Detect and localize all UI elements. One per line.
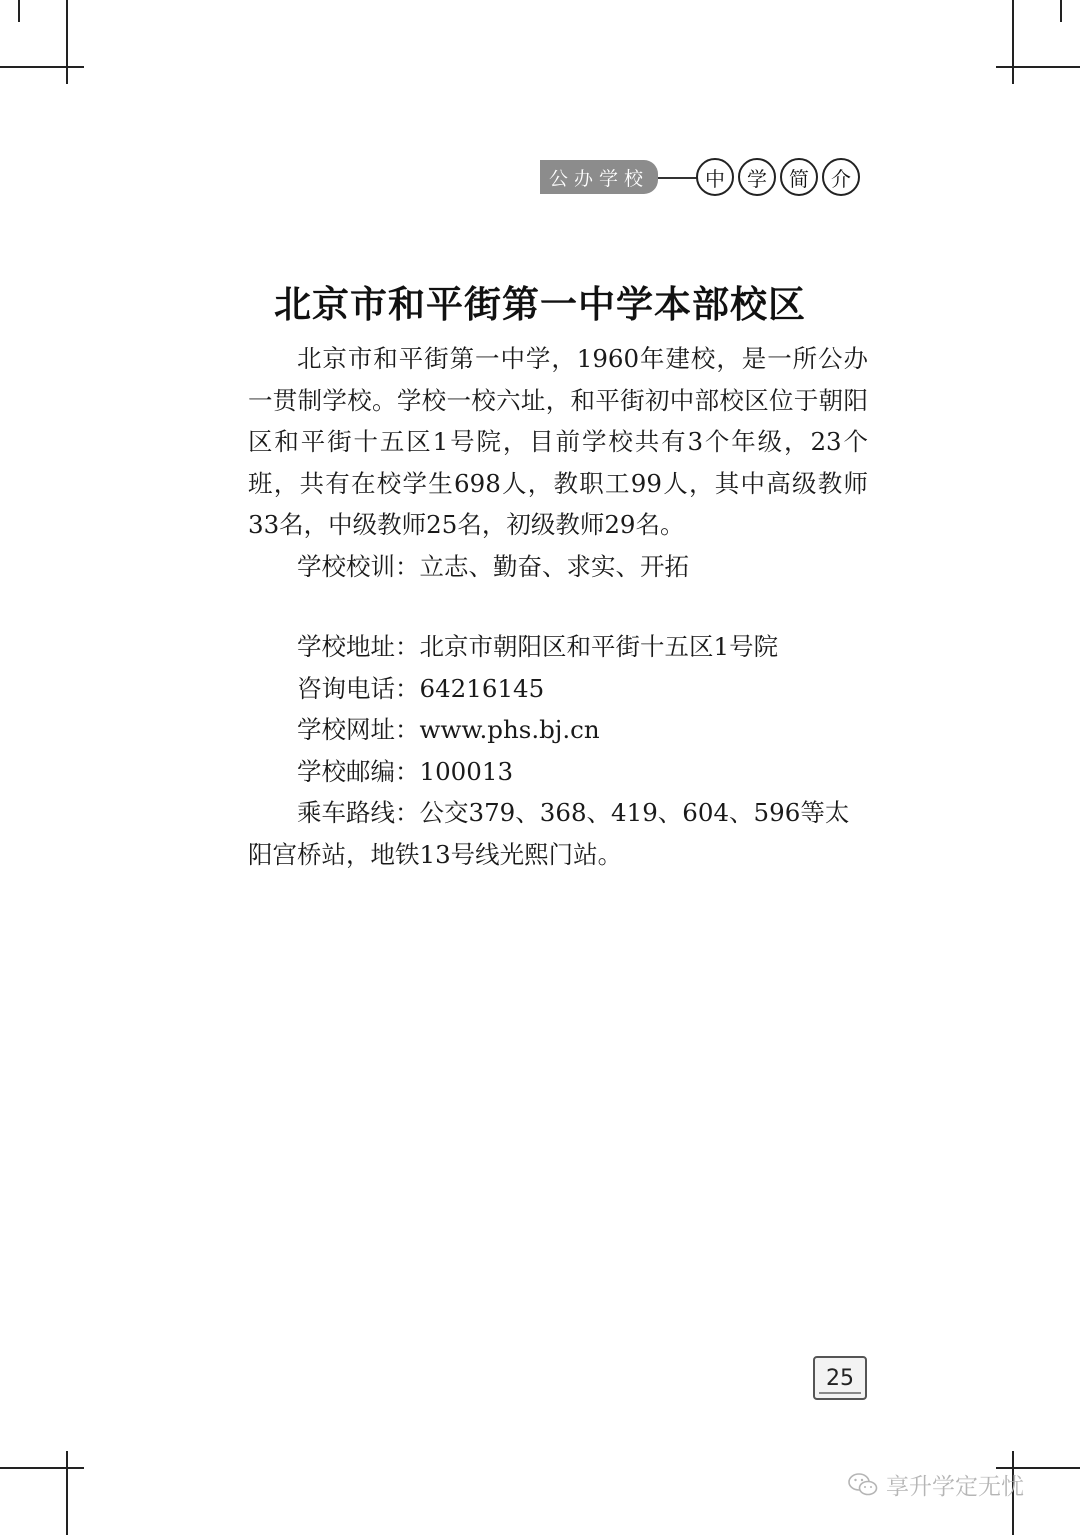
- info-postcode: [248, 751, 868, 793]
- info-label: 学校网址：: [297, 715, 420, 744]
- info-transport: [248, 792, 868, 875]
- section-char: 中: [696, 158, 734, 196]
- crop-mark: [0, 66, 84, 68]
- section-title: [696, 158, 860, 196]
- header-divider: [658, 177, 698, 179]
- intro-text: [248, 338, 868, 587]
- crop-mark: [18, 0, 20, 22]
- info-phone: [248, 668, 868, 710]
- info-value: 100013: [419, 756, 514, 786]
- info-website: [248, 709, 868, 751]
- contact-info: [248, 626, 868, 875]
- section-char: 学: [738, 158, 776, 196]
- crop-mark: [66, 0, 68, 84]
- crop-mark: [1060, 0, 1062, 22]
- crop-mark: [996, 66, 1080, 68]
- info-value: 64216145: [419, 673, 545, 703]
- info-label: 学校邮编：: [297, 756, 420, 786]
- info-address: [248, 626, 868, 668]
- info-label: 咨询电话：: [297, 673, 420, 703]
- crop-mark: [0, 1467, 84, 1469]
- intro-paragraph: 北京市和平街第一中学，1960年建校，是一所公办一贯制学校。学校一校六址，和平街初中部校区位于朝阳区和平街十五区1号院，目前学校共有3个年级，23个班，共有在校学生698人，教职工99人，其中高级教师33名，中级教师25名，初级教师29名。: [248, 344, 868, 539]
- motto-paragraph: 学校校训：立志、勤奋、求实、开拓: [297, 551, 689, 581]
- section-char: 简: [780, 158, 818, 196]
- info-value: 北京市朝阳区和平街十五区1号院: [419, 632, 779, 661]
- watermark: [848, 1468, 1024, 1501]
- wechat-icon: [848, 1472, 878, 1498]
- crop-mark: [66, 1451, 68, 1535]
- info-label: 学校地址：: [297, 632, 420, 661]
- section-char: 介: [822, 158, 860, 196]
- info-value: www.phs.bj.cn: [419, 715, 600, 744]
- info-label: 乘车路线：: [297, 798, 420, 827]
- info-value: 公交379、368、419、604、596等太阳宫桥站，地铁13号线光熙门站。: [248, 798, 850, 869]
- watermark-text: 享升学定无忧: [886, 1474, 1024, 1500]
- page-title: 北京市和平街第一中学本部校区: [274, 283, 806, 326]
- category-tag: 公办学校: [540, 160, 658, 194]
- page-number: 25: [813, 1356, 867, 1400]
- crop-mark: [1012, 0, 1014, 84]
